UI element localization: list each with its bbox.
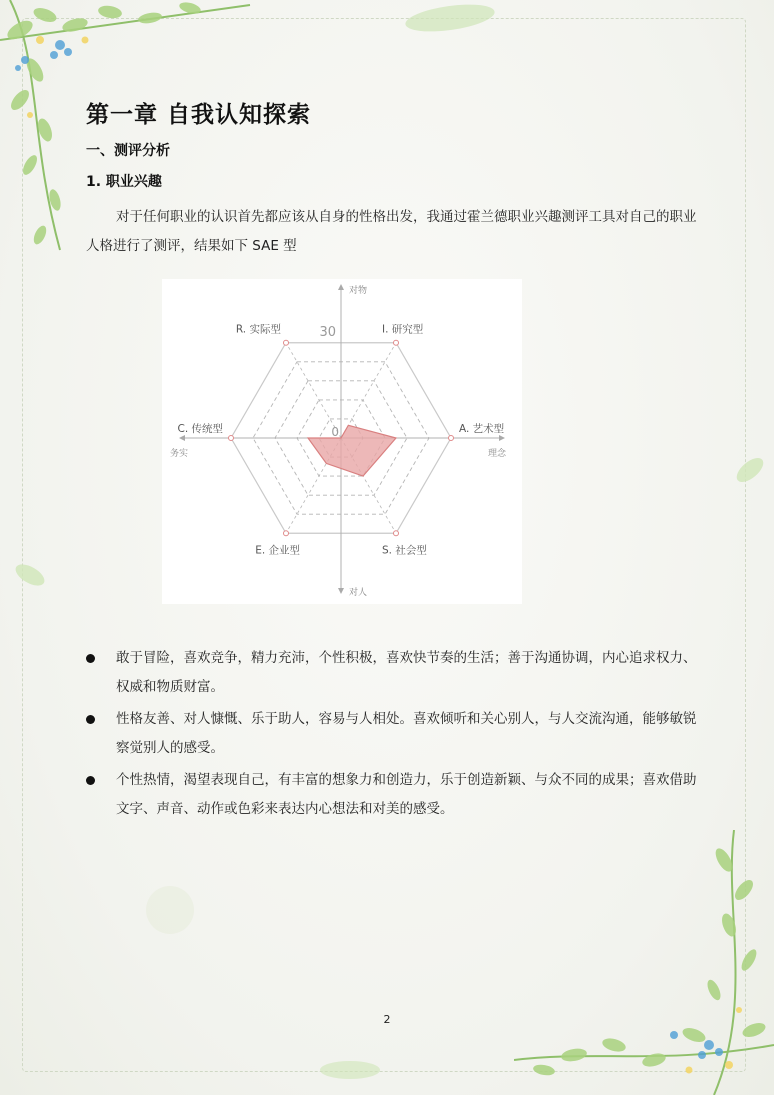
page-number: 2 xyxy=(383,1013,391,1026)
radar-vertex-dot xyxy=(394,531,399,536)
radar-tick-label: 30 xyxy=(319,325,336,340)
radar-tick-label: 0 xyxy=(331,425,339,439)
radar-category-label: C. 传统型 xyxy=(177,423,223,435)
radar-data-area xyxy=(308,425,396,476)
radar-category-label: S. 社会型 xyxy=(382,544,427,557)
subsection-heading: 1. 职业兴趣 xyxy=(86,174,162,190)
bullet-dot-icon xyxy=(86,715,95,724)
radar-vertex-dot xyxy=(229,436,234,441)
radar-vertex-dot xyxy=(449,436,454,441)
leaf-decoration-left xyxy=(10,555,50,595)
bullet-text: 性格友善、对人慷慨、乐于助人，容易与人相处。喜欢倾听和关心别人，与人交流沟通，能够敏锐察觉别人的感受。 xyxy=(116,711,697,756)
leaf-decoration-top xyxy=(400,0,510,40)
radar-spoke xyxy=(341,343,396,438)
chapter-title: 第一章 自我认知探索 xyxy=(86,101,312,128)
radar-category-label: A. 艺术型 xyxy=(459,423,505,435)
circle-decoration xyxy=(140,880,200,940)
list-item xyxy=(86,705,706,763)
radar-category-label: I. 研究型 xyxy=(382,323,424,336)
bullet-text: 个性热情，渴望表现自己，有丰富的想象力和创造力，乐于创造新颖、与众不同的成果；喜欢借助文字、声音、动作或色彩来表达内心想法和对美的感受。 xyxy=(116,772,697,817)
leaf-decoration-right xyxy=(730,450,770,490)
bullet-text: 敢于冒险，喜欢竞争，精力充沛，个性积极，喜欢快节奏的生活；善于沟通协调，内心追求权力、权威和物质财富。 xyxy=(116,650,697,695)
bullet-dot-icon xyxy=(86,776,95,785)
radar-axis-end-label: 对人 xyxy=(349,588,368,598)
radar-vertex-dot xyxy=(394,340,399,345)
trait-bullet-list xyxy=(86,644,706,827)
radar-vertex-dot xyxy=(284,531,289,536)
section-heading: 一、测评分析 xyxy=(86,143,170,159)
radar-spoke xyxy=(286,343,341,438)
radar-category-label: E. 企业型 xyxy=(255,544,300,557)
radar-vertex-dot xyxy=(284,340,289,345)
floral-decoration-bottom-right xyxy=(514,830,774,1095)
list-item xyxy=(86,644,706,702)
holland-radar-chart xyxy=(162,279,522,604)
radar-axis-end-label: 理念 xyxy=(487,449,506,459)
leaf-decoration-bottom xyxy=(315,1055,385,1085)
radar-axis-end-label: 对物 xyxy=(349,286,368,296)
radar-category-label: R. 实际型 xyxy=(235,323,281,336)
radar-chart-svg xyxy=(162,279,522,604)
radar-axis-end-label: 务实 xyxy=(170,449,189,459)
intro-paragraph: 对于任何职业的认识首先都应该从自身的性格出发，我通过霍兰德职业兴趣测评工具对自己的职业人格进行了测评，结果如下 SAE 型 xyxy=(86,209,697,254)
list-item xyxy=(86,766,706,824)
bullet-dot-icon xyxy=(86,654,95,663)
